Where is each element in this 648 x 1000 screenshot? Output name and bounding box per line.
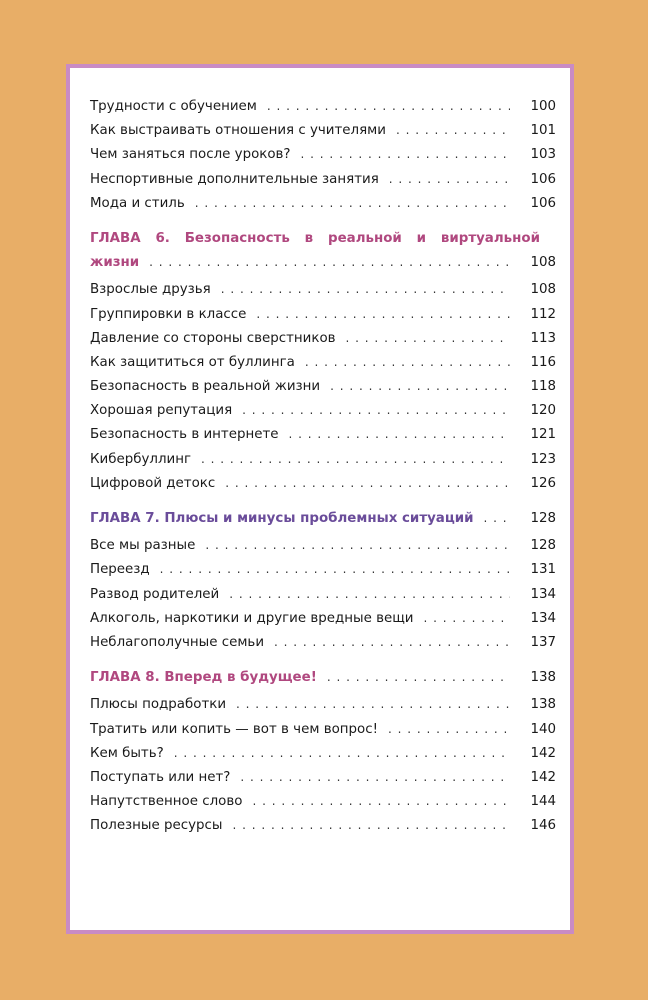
dot-leader (305, 355, 510, 369)
dot-leader (327, 670, 510, 684)
toc-entry (90, 697, 556, 721)
table-of-contents (90, 99, 556, 842)
entry-title: Все мы разные (90, 538, 196, 554)
chapter-word: реальной (327, 230, 402, 246)
toc-entry (90, 379, 556, 403)
dot-leader (195, 196, 510, 210)
toc-entry (90, 476, 556, 500)
entry-page: 106 (530, 171, 556, 187)
toc-entry (90, 99, 556, 123)
entry-title: Мода и стиль (90, 195, 185, 211)
entry-page: 137 (530, 634, 556, 650)
dot-leader (229, 587, 510, 601)
toc-entry (90, 770, 556, 794)
entry-page: 146 (530, 818, 556, 834)
toc-entry (90, 818, 556, 842)
entry-title: Тратить или копить — вот в чем вопрос! (90, 721, 378, 737)
chapter-page: 138 (530, 670, 556, 686)
chapter-6-heading (90, 231, 556, 279)
toc-entry (90, 587, 556, 611)
book-page (66, 64, 574, 934)
entry-page: 144 (530, 794, 556, 810)
dot-leader (484, 511, 510, 525)
dot-leader (346, 331, 510, 345)
entry-title: Неблагополучные семьи (90, 634, 265, 650)
chapter-title: ГЛАВА 8. Вперед в будущее! (90, 670, 317, 686)
toc-entry (90, 123, 556, 147)
dot-leader (396, 123, 510, 137)
entry-page: 120 (530, 403, 556, 419)
chapter-word: в (304, 230, 314, 246)
chapter-word: ГЛАВА (90, 230, 141, 246)
dot-leader (267, 99, 510, 113)
entry-title: Поступать или нет? (90, 769, 231, 785)
dot-leader (232, 818, 510, 832)
entry-title: Взрослые друзья (90, 282, 211, 298)
chapter-title: ГЛАВА 7. Плюсы и минусы проблемных ситуаций (90, 511, 474, 526)
entry-title: Трудности с обучением (90, 99, 257, 114)
entry-title: Давление со стороны сверстников (90, 330, 336, 346)
entry-title: Напутственное слово (90, 794, 243, 810)
entry-page: 138 (530, 697, 556, 713)
toc-entry (90, 331, 556, 355)
toc-entry (90, 746, 556, 770)
toc-entry (90, 794, 556, 818)
dot-leader (201, 452, 510, 466)
dot-leader (289, 427, 511, 441)
entry-title: Кем быть? (90, 745, 164, 761)
toc-entry (90, 427, 556, 451)
entry-title: Как защититься от буллинга (90, 354, 295, 370)
entry-page: 106 (530, 195, 556, 211)
chapter-7-heading (90, 511, 556, 535)
entry-title: Безопасность в реальной жизни (90, 379, 321, 395)
entry-title: Цифровой детокс (90, 475, 216, 491)
toc-entry (90, 611, 556, 635)
dot-leader (174, 746, 510, 760)
entry-page: 121 (530, 427, 556, 443)
dot-leader (274, 635, 510, 649)
toc-entry (90, 452, 556, 476)
chapter-word: и (416, 230, 427, 246)
dot-leader (221, 282, 510, 296)
dot-leader (149, 255, 510, 269)
toc-entry (90, 172, 556, 196)
entry-title: Полезные ресурсы (90, 818, 223, 834)
entry-page: 103 (530, 147, 556, 163)
chapter-page: 128 (530, 511, 556, 526)
entry-title: Плюсы подработки (90, 697, 227, 713)
entry-page: 116 (530, 354, 556, 370)
entry-title: Безопасность в интернете (90, 427, 279, 443)
dot-leader (330, 379, 510, 393)
dot-leader (225, 476, 510, 490)
chapter-page: 108 (530, 255, 556, 271)
chapter-8-heading (90, 670, 556, 694)
toc-entry (90, 147, 556, 171)
toc-entry (90, 307, 556, 331)
entry-page: 142 (530, 769, 556, 785)
entry-page: 128 (530, 538, 556, 554)
entry-title: Как выстраивать отношения с учителями (90, 123, 386, 139)
chapter-word: 6. (155, 230, 170, 246)
toc-entry (90, 562, 556, 586)
entry-title: Чем заняться после уроков? (90, 147, 291, 163)
dot-leader (389, 172, 510, 186)
entry-page: 101 (530, 123, 556, 139)
entry-page: 112 (530, 306, 556, 322)
dot-leader (160, 562, 510, 576)
chapter-title-continued: жизни (90, 255, 140, 271)
chapter-word: Безопасность (184, 230, 290, 246)
entry-title: Кибербуллинг (90, 451, 191, 467)
dot-leader (252, 794, 510, 808)
toc-entry (90, 196, 556, 220)
entry-page: 134 (530, 610, 556, 626)
dot-leader (424, 611, 510, 625)
entry-title: Алкоголь, наркотики и другие вредные вещи (90, 610, 414, 626)
entry-title: Неспортивные дополнительные занятия (90, 171, 379, 187)
entry-page: 140 (530, 721, 556, 737)
entry-page: 126 (530, 475, 556, 491)
dot-leader (242, 403, 510, 417)
dot-leader (236, 697, 510, 711)
toc-entry (90, 282, 556, 306)
entry-page: 134 (530, 586, 556, 602)
entry-title: Группировки в классе (90, 306, 247, 322)
entry-page: 113 (530, 330, 556, 346)
entry-page: 131 (530, 562, 556, 578)
toc-entry (90, 538, 556, 562)
entry-page: 118 (530, 379, 556, 395)
toc-entry (90, 403, 556, 427)
entry-title: Развод родителей (90, 586, 220, 602)
entry-title: Хорошая репутация (90, 403, 233, 419)
entry-page: 142 (530, 745, 556, 761)
toc-entry (90, 635, 556, 659)
dot-leader (205, 538, 510, 552)
entry-page: 100 (530, 99, 556, 114)
entry-page: 108 (530, 282, 556, 298)
dot-leader (301, 147, 510, 161)
entry-title: Переезд (90, 562, 150, 578)
dot-leader (256, 307, 510, 321)
entry-page: 123 (530, 451, 556, 467)
toc-entry (90, 722, 556, 746)
chapter-word: виртуальной (440, 230, 540, 246)
toc-entry (90, 355, 556, 379)
dot-leader (240, 770, 510, 784)
dot-leader (388, 722, 510, 736)
